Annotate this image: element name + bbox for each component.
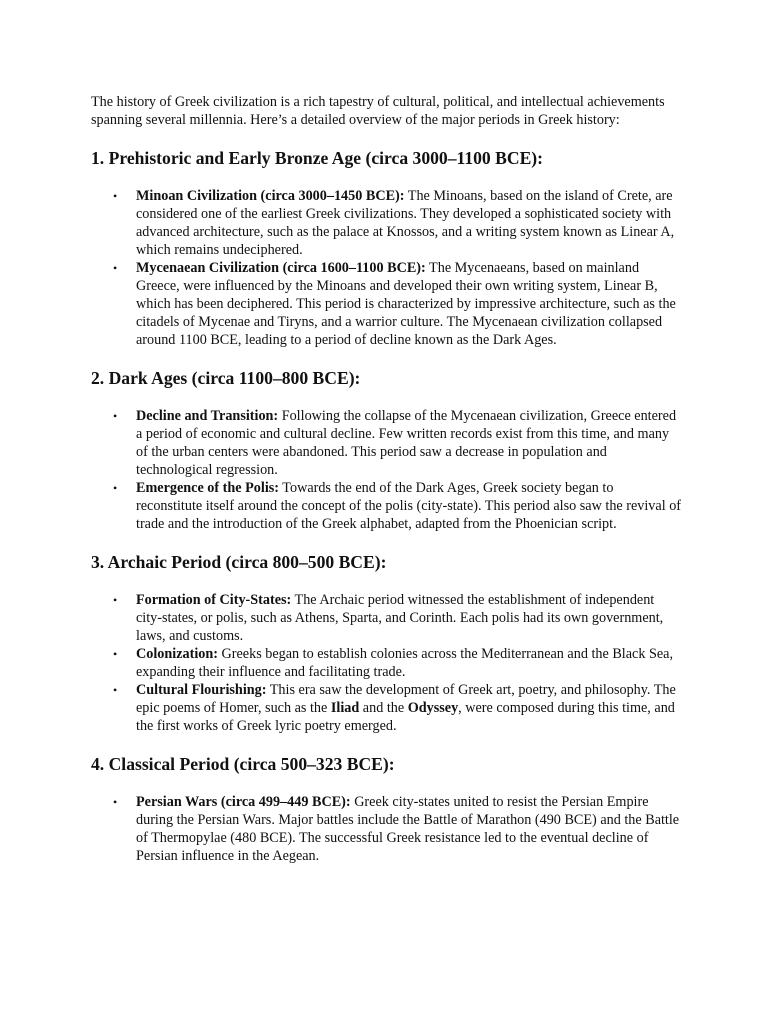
emphasis-odyssey: Odyssey (407, 700, 459, 716)
bullet-icon: • (113, 795, 118, 809)
bullet-list-dark-ages (91, 407, 683, 533)
list-item-minoan (113, 187, 683, 259)
section-heading-classical: 4. Classical Period (circa 500–323 BCE): (91, 754, 395, 774)
list-item-cultural-flourishing (113, 681, 683, 735)
item-title: Colonization: (136, 646, 218, 662)
item-text: The Mycenaeans, based on mainland Greece, were influenced by the Minoans and developed their own writing system, Linear B, which has been deciphered. This period is characterized by impressive architecture, such as the citadels of Mycenae and Tiryns, and a warrior culture. The Mycenaean civilization collapsed around 1100 BCE, leading to a period of decline known as the Dark Ages. (136, 260, 676, 348)
item-title: Minoan Civilization (circa 3000–1450 BCE): (136, 188, 405, 204)
emphasis-iliad: Iliad (330, 700, 360, 716)
item-title: Mycenaean Civilization (circa 1600–1100 BCE): (136, 260, 426, 276)
item-title: Persian Wars (circa 499–449 BCE): (136, 794, 351, 810)
item-text: The Archaic period witnessed the establishment of independent city-states, or polis, such as Athens, Sparta, and Corinth. Each polis had its own government, laws, and customs. (136, 592, 664, 644)
list-item-colonization (113, 645, 683, 681)
bullet-list-archaic (91, 591, 683, 735)
item-text: Greeks began to establish colonies across the Mediterranean and the Black Sea, expanding their influence and facilitating trade. (136, 646, 674, 680)
item-text: and the (359, 700, 408, 716)
item-text: This era saw the development of Greek art, poetry, and philosophy. The epic poems of Homer, such as the (136, 682, 676, 716)
item-title: Emergence of the Polis: (136, 480, 280, 496)
section-heading-archaic: 3. Archaic Period (circa 800–500 BCE): (91, 552, 387, 572)
item-text: The Minoans, based on the island of Crete, are considered one of the earliest Greek civilizations. They developed a sophisticated society with advanced architecture, such as the palace at Knossos, and a writing system known as Linear A, which remains undeciphered. (136, 188, 675, 258)
intro-paragraph: The history of Greek civilization is a rich tapestry of cultural, political, and intellectual achievements spanning several millennia. Here’s a detailed overview of the major periods in Greek history: (91, 94, 665, 128)
bullet-icon: • (113, 481, 118, 495)
item-text: Following the collapse of the Mycenaean civilization, Greece entered a period of economic and cultural decline. Few written records exist from this time, and many of the urban centers were abandoned. This period saw a decrease in population and technological regression. (136, 408, 677, 478)
document-page (91, 93, 683, 883)
item-text: Towards the end of the Dark Ages, Greek society began to reconstitute itself around the concept of the polis (city-state). This period also saw the revival of trade and the introduction of the Greek alphabet, adapted from the Phoenician script. (136, 480, 682, 532)
bullet-icon: • (113, 683, 118, 697)
item-text: , were composed during this time, and the first works of Greek lyric poetry emerged. (136, 700, 675, 734)
section-heading-prehistoric: 1. Prehistoric and Early Bronze Age (circa 3000–1100 BCE): (91, 148, 544, 168)
bullet-icon: • (113, 261, 118, 275)
item-text: Greek city-states united to resist the Persian Empire during the Persian Wars. Major battles include the Battle of Marathon (490 BCE) and the Battle of Thermopylae (480 BCE). The successful Greek resistance led to the eventual decline of Persian influence in the Aegean. (136, 794, 680, 864)
list-item-mycenaean (113, 259, 683, 349)
list-item-city-states (113, 591, 683, 645)
list-item-decline (113, 407, 683, 479)
bullet-icon: • (113, 593, 118, 607)
bullet-list-classical (91, 793, 683, 865)
list-item-polis (113, 479, 683, 533)
list-item-persian-wars (113, 793, 683, 865)
bullet-icon: • (113, 189, 118, 203)
bullet-icon: • (113, 647, 118, 661)
bullet-list-prehistoric (91, 187, 683, 349)
item-title: Cultural Flourishing: (136, 682, 267, 698)
bullet-icon: • (113, 409, 118, 423)
section-heading-dark-ages: 2. Dark Ages (circa 1100–800 BCE): (91, 368, 361, 388)
item-title: Formation of City-States: (136, 592, 292, 608)
item-title: Decline and Transition: (136, 408, 279, 424)
